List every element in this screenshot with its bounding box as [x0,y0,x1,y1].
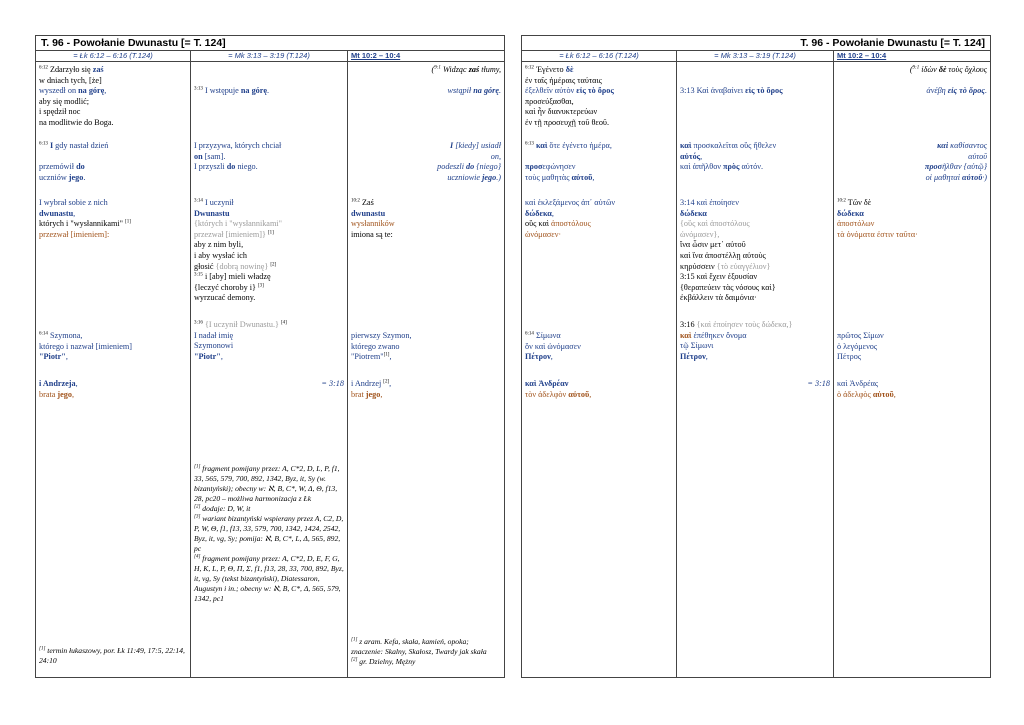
page-title: T. 96 - Powołanie Dwunastu [= T. 124] [36,36,504,51]
verse-block: $^{6:13}$ I gdy nastał dzień przemówił do uczniów jego. [39,141,109,182]
cross-reference: = 3:18 [807,379,830,388]
verse-block: πρῶτος Σίμων ὁ λεγόμενος Πέτρος [837,331,884,362]
verse-block: ($^{9:1}$ ἰδὼν δὲ τοὺς ὄχλους ἀνέβη εἰς τὸ ὄρος. [909,65,987,96]
verse-block: $^{10:2}$ Zaś dwunastu wysłanników imiona są te: [351,198,395,239]
column-header: = Mk 3:13 – 3:19 (T.124) [191,51,347,62]
verse-block: $^{10:2}$ Τῶν δὲ δώδεκα ἀποστόλων τὰ ὀνόματα ἐστιν ταῦτα· [837,198,918,239]
cross-reference: = 3:18 [321,379,344,388]
luke-column [36,51,191,677]
verse-block: $^{6:14}$ Szymona, którego i nazwał [imieniem] "Piotr", [39,331,132,362]
column-header: = Mk 3:13 – 3:19 (T.124) [677,51,833,62]
footnotes: [1] z aram. Kefa, skała, kamień, opoka; znaczenie: Skalny, Skałosz, Twardy jak skała [2] gr. Dzielny, Mężny [351,637,487,666]
verse-block: καὶ Ἀνδρέας ὁ ἀδελφὸς αὐτοῦ, [837,379,896,399]
mark-column [191,51,348,677]
verse-block: pierwszy Szymon, którego zwano "Piotrem"[1], [351,331,412,362]
mark-greek-column [677,51,834,677]
verse-block: I wybrał sobie z nich dwunastu, których i "wysłannikami" [1] przezwał [imieniem]: [39,198,131,239]
column-header: Mt 10:2 – 10:4 [348,51,504,62]
column-header: Mt 10:2 – 10:4 [834,51,990,62]
verse-block: i Andrzej [2], brat jego, [351,379,392,399]
verse-block: 3:14 καὶ ἐποίησεν δώδεκα {οὓς καὶ ἀποστόλους ὠνόμασεν}, ἵνα ὦσιν μετ᾽ αὐτοῦ καὶ ἵνα ἀποστέλλῃ αὐτοὺς κηρύσσειν {τὸ εὐαγγέλιον} 3:15 καὶ ἔχειν ἐξουσίαν {θεραπεύειν τὰς νόσους καὶ} ἐκβάλλειν τὰ δαιμόνια· [680,198,776,303]
footnotes: [1] fragment pomijany przez: A, C*2, D, L, P, f1, 33, 565, 579, 700, 892, 1342, Byz, it, Sy (w. bizantyński); obecny w: ℵ, B, C*, W, Δ, Θ, f13, 28, pc20 – możliwa harmonizacja z Łk [2] dodaje: D, W, it [3] wariant bizantyński wspierany przez A, C2, D, P, W, Θ, f1, f13, 33, 579, 700, 1342, 1424, 2542, Byz, it, vg, Sy; pomija: ℵ, B, C*, L, Δ, 565, 892, pc [4] fragment pomijany przez: A, C*2, D, E, F, G, H, K, L, P, Θ, Π, Σ, f1, f13, 28, 33, 700, 892, Byz, it, vg, Sy (tekst bizantyński), Diatessaron, Augustyn i in.; obecny w: ℵ, B, C*, Δ, 565, 579, 1342, pc1 [194,464,344,603]
right-page [521,35,991,678]
verse-block: $^{6:13}$ καὶ ὅτε ἐγένετο ἡμέρα, προσεφώνησεν τοὺς μαθητὰς αὐτοῦ, [525,141,612,182]
verse-block: I przyzywa, których chciał on [sam]. I przyszli do niego. [194,141,282,172]
verse-block: καὶ ἐκλεξάμενος ἀπ᾽ αὐτῶν δώδεκα, οὓς καὶ ἀποστόλους ὠνόμασεν· [525,198,616,239]
verse-block: 3:13 Καὶ ἀναβαίνει εἰς τὸ ὄρος [680,86,783,95]
matthew-column [348,51,504,677]
verse-block: $^{6:12}$ Ἐγένετο δὲ ἐν ταῖς ἡμέραις ταύταις ἐξελθεῖν αὐτὸν εἰς τὸ ὄρος προσεύξασθαι, καὶ ἦν διανυκτερεύων ἐν τῇ προσευχῇ τοῦ θεοῦ. [525,65,614,127]
verse-block: $^{6:14}$ Σίμωνα ὃν καὶ ὠνόμασεν Πέτρον, [525,331,581,362]
verse-block: $^{3:16}$ {I uczynił Dwunastu.} [4] I nadał imię Szymonowi "Piotr", [194,320,287,361]
left-page [35,35,505,678]
column-header: = Łk 6:12 – 6:16 (T.124) [36,51,190,62]
verse-block: 3:16 {καὶ ἐποίησεν τοὺς δώδεκα,} καὶ ἐπέθηκεν ὄνομα τῷ Σίμωνι Πέτρον, [680,320,793,361]
verse-block: καὶ καθίσαντος αὐτοῦ προσῆλθαν {αὐτῷ} οἱ μαθηταὶ αὐτοῦ·) [924,141,987,182]
verse-block: καὶ Ἀνδρέαν τὸν ἀδελφὸν αὐτοῦ, [525,379,592,399]
verse-block: i Andrzeja, brata jego, [39,379,78,399]
column-header: = Łk 6:12 – 6:16 (T.124) [522,51,676,62]
page-title: T. 96 - Powołanie Dwunastu [= T. 124] [522,36,990,51]
matthew-greek-column [834,51,990,677]
luke-greek-column [522,51,677,677]
verse-block: $^{3:13}$ I wstępuje na górę. [194,86,270,95]
verse-block: καὶ προσκαλεῖται οὓς ἤθελεν αὐτός, καὶ ἀπῆλθον πρὸς αὐτόν. [680,141,777,172]
footnote: [1] termin łukaszowy, por. Łk 11:49, 17:5, 22:14, 24:10 [39,646,185,665]
verse-block: $^{3:14}$ I uczynił Dwunastu {których i "wysłannikami" przezwał [imieniem]} [1] aby z nim byli, i aby wysłać ich głosić {dobrą nowinę} [2] $^{3:15}$ i [aby] mieli władzę {leczyć choroby i} [3] wyrzucać demony. [194,198,282,303]
verse-block: ($^{9:1}$ Widząc zaś tłumy, wstąpił na górę. [431,65,501,96]
verse-block: I [kiedy] usiadł on, podeszli do {niego} uczniowie jego.) [437,141,501,182]
verse-block: $^{6:12}$ Zdarzyło się zaś w dniach tych, [że] wyszedł on na górę, aby się modlić; i spędził noc na modlitwie do Boga. [39,65,114,127]
